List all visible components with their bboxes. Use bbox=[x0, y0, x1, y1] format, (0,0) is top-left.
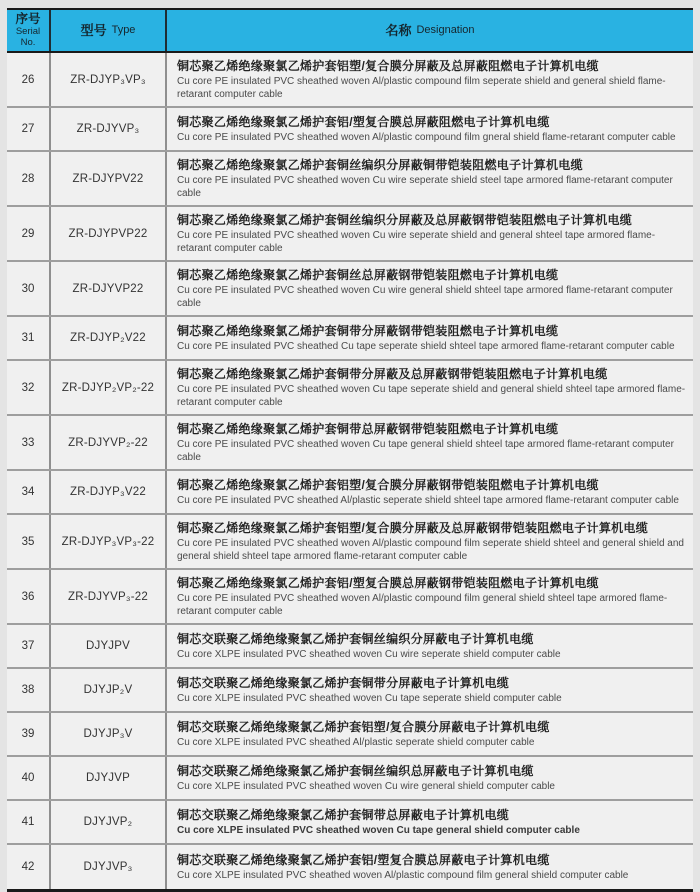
header-cell-serial bbox=[7, 10, 49, 51]
serial-cell: 26 bbox=[21, 73, 35, 86]
type-cell: ZR-DJYP₂V22 bbox=[49, 317, 165, 359]
serial-cell: 27 bbox=[21, 123, 35, 136]
serial-cell: 41 bbox=[21, 816, 35, 829]
designation-zh: 铜芯交联聚乙烯绝缘聚氯乙烯护套铜带总屏蔽电子计算机电缆 bbox=[177, 808, 510, 823]
table-row bbox=[7, 471, 693, 515]
type-cell: ZR-DJYVP₂-22 bbox=[49, 416, 165, 469]
header-serial-en2: No. bbox=[20, 37, 36, 49]
designation-cell bbox=[165, 207, 693, 260]
designation-en: Cu core XLPE insulated PVC sheathed Al/plastic seperate shield computer cable bbox=[177, 737, 535, 749]
designation-zh: 铜芯交联聚乙烯绝缘聚氯乙烯护套铝塑/复合膜分屏蔽电子计算机电缆 bbox=[177, 720, 550, 735]
serial-cell: 28 bbox=[21, 172, 35, 185]
designation-en: Cu core PE insulated PVC sheathed Cu tape seperate shield shteel tape armored flame-retarant computer cable bbox=[177, 341, 675, 353]
table-body bbox=[7, 53, 693, 889]
serial-cell: 40 bbox=[21, 772, 35, 785]
designation-zh: 铜芯聚乙烯绝缘聚氯乙烯护套铝塑/复合膜分屏蔽及总屏蔽阻燃电子计算机电缆 bbox=[177, 59, 599, 74]
table-row bbox=[7, 757, 693, 801]
designation-zh: 铜芯聚乙烯绝缘聚氯乙烯护套铝塑/复合膜分屏蔽钢带铠装阻燃电子计算机电缆 bbox=[177, 478, 599, 493]
table-row bbox=[7, 152, 693, 207]
designation-zh: 铜芯聚乙烯绝缘聚氯乙烯护套铜带总屏蔽钢带铠装阻燃电子计算机电缆 bbox=[177, 422, 559, 437]
table-row bbox=[7, 515, 693, 570]
serial-cell: 37 bbox=[21, 640, 35, 653]
designation-cell bbox=[165, 669, 693, 711]
designation-cell bbox=[165, 416, 693, 469]
type-cell: ZR-DJYP₂VP₂-22 bbox=[49, 361, 165, 414]
designation-en: Cu core PE insulated PVC sheathed woven Al/plastic compound film seperate shield shteel and general shield and general shield shteel tape armored flame-retarant computer cable bbox=[177, 538, 684, 563]
table-header bbox=[7, 8, 693, 53]
designation-zh: 铜芯聚乙烯绝缘聚氯乙烯护套铜丝编织分屏蔽铜带铠装阻燃电子计算机电缆 bbox=[177, 158, 583, 173]
designation-en: Cu core PE insulated PVC sheathed woven Cu tape general shield shteel tape armored flame-retarant computer cable bbox=[177, 439, 674, 464]
designation-zh: 铜芯交联聚乙烯绝缘聚氯乙烯护套铜丝编织分屏蔽电子计算机电缆 bbox=[177, 632, 534, 647]
designation-zh: 铜芯交联聚乙烯绝缘聚氯乙烯护套铜丝编织总屏蔽电子计算机电缆 bbox=[177, 764, 534, 779]
designation-cell bbox=[165, 845, 693, 889]
table-row bbox=[7, 416, 693, 471]
designation-en: Cu core PE insulated PVC sheathed woven Al/plastic compound film general shield shteel tape armored flame-retarant computer cable bbox=[177, 593, 668, 618]
designation-zh: 铜芯聚乙烯绝缘聚氯乙烯护套铜丝编织分屏蔽及总屏蔽钢带铠装阻燃电子计算机电缆 bbox=[177, 213, 633, 228]
designation-en: Cu core XLPE insulated PVC sheathed woven Cu wire general shield computer cable bbox=[177, 781, 555, 793]
table-row bbox=[7, 108, 693, 152]
serial-cell: 36 bbox=[21, 590, 35, 603]
designation-en: Cu core PE insulated PVC sheathed woven Cu wire seperate shield and general shteel tape armored flame-retarant computer cable bbox=[177, 230, 656, 255]
table-row bbox=[7, 625, 693, 669]
designation-cell bbox=[165, 262, 693, 315]
type-cell: ZR-DJYVP₃ bbox=[49, 108, 165, 150]
designation-en: Cu core PE insulated PVC sheathed woven Al/plastic compound film seperate shield and general shield flame-retarant computer cable bbox=[177, 76, 666, 101]
type-cell: DJYJVP bbox=[49, 757, 165, 799]
type-cell: DJYJVP₂ bbox=[49, 801, 165, 843]
designation-en: Cu core XLPE insulated PVC sheathed woven Cu tape general shield computer cable bbox=[177, 825, 580, 837]
designation-en: Cu core XLPE insulated PVC sheathed woven Cu wire seperate shield computer cable bbox=[177, 649, 561, 661]
designation-en: Cu core XLPE insulated PVC sheathed woven Al/plastic compound film general shield computer cable bbox=[177, 870, 629, 882]
serial-cell: 34 bbox=[21, 486, 35, 499]
header-type-zh: 型号 bbox=[80, 22, 107, 38]
designation-cell bbox=[165, 471, 693, 513]
type-cell: DJYJP₂V bbox=[49, 669, 165, 711]
type-cell: ZR-DJYP₃V22 bbox=[49, 471, 165, 513]
designation-zh: 铜芯聚乙烯绝缘聚氯乙烯护套铝/塑复合膜总屏蔽钢带铠装阻燃电子计算机电缆 bbox=[177, 576, 599, 591]
type-cell: ZR-DJYVP22 bbox=[49, 262, 165, 315]
designation-cell bbox=[165, 361, 693, 414]
designation-cell bbox=[165, 515, 693, 568]
serial-cell: 42 bbox=[21, 861, 35, 874]
header-type-en: Type bbox=[111, 23, 136, 36]
type-cell: ZR-DJYP₃VP₃-22 bbox=[49, 515, 165, 568]
type-cell: DJYJPV bbox=[49, 625, 165, 667]
designation-zh: 铜芯聚乙烯绝缘聚氯乙烯护套铜带分屏蔽及总屏蔽钢带铠装阻燃电子计算机电缆 bbox=[177, 367, 608, 382]
table-row bbox=[7, 361, 693, 416]
serial-cell: 33 bbox=[21, 436, 35, 449]
type-cell: DJYJP₃V bbox=[49, 713, 165, 755]
type-cell: ZR-DJYPV22 bbox=[49, 152, 165, 205]
serial-cell: 31 bbox=[21, 332, 35, 345]
type-cell: ZR-DJYVP₃-22 bbox=[49, 570, 165, 623]
designation-en: Cu core PE insulated PVC sheathed woven Cu wire general shield shteel tape armored flame-retarant computer cable bbox=[177, 285, 673, 310]
designation-cell bbox=[165, 317, 693, 359]
designation-cell bbox=[165, 108, 693, 150]
designation-zh: 铜芯交联聚乙烯绝缘聚氯乙烯护套铜带分屏蔽电子计算机电缆 bbox=[177, 676, 510, 691]
table-row bbox=[7, 669, 693, 713]
serial-cell: 32 bbox=[21, 381, 35, 394]
designation-en: Cu core PE insulated PVC sheathed woven Al/plastic compound film gneral shield flame-retarant computer cable bbox=[177, 132, 676, 144]
designation-cell bbox=[165, 757, 693, 799]
header-serial-en1: Serial bbox=[15, 26, 41, 38]
designation-cell bbox=[165, 801, 693, 843]
designation-en: Cu core PE insulated PVC sheathed woven Cu tape seperate shield and general shield shteel tape armored flame-retarant computer cable bbox=[177, 384, 686, 409]
serial-cell: 38 bbox=[21, 684, 35, 697]
designation-zh: 铜芯聚乙烯绝缘聚氯乙烯护套铜丝总屏蔽钢带铠装阻燃电子计算机电缆 bbox=[177, 268, 559, 283]
table-row bbox=[7, 53, 693, 108]
serial-cell: 30 bbox=[21, 282, 35, 295]
header-designation-en: Designation bbox=[416, 23, 475, 36]
designation-cell bbox=[165, 152, 693, 205]
table-row bbox=[7, 262, 693, 317]
header-cell-designation bbox=[165, 10, 693, 51]
header-cell-type bbox=[49, 10, 165, 51]
type-cell: ZR-DJYPVP22 bbox=[49, 207, 165, 260]
designation-zh: 铜芯聚乙烯绝缘聚氯乙烯护套铝/塑复合膜总屏蔽阻燃电子计算机电缆 bbox=[177, 115, 550, 130]
table-row bbox=[7, 845, 693, 889]
header-designation-zh: 名称 bbox=[385, 22, 412, 38]
designation-cell bbox=[165, 625, 693, 667]
type-cell: ZR-DJYP₃VP₃ bbox=[49, 53, 165, 106]
designation-cell bbox=[165, 53, 693, 106]
designation-zh: 铜芯聚乙烯绝缘聚氯乙烯护套铜带分屏蔽钢带铠装阻燃电子计算机电缆 bbox=[177, 324, 559, 339]
designation-cell bbox=[165, 713, 693, 755]
designation-en: Cu core PE insulated PVC sheathed woven Cu wire seperate shield steel tape armored flame-retarant computer cable bbox=[177, 175, 673, 200]
table-row bbox=[7, 317, 693, 361]
table-row bbox=[7, 713, 693, 757]
table-row bbox=[7, 801, 693, 845]
designation-zh: 铜芯交联聚乙烯绝缘聚氯乙烯护套铝/塑复合膜总屏蔽电子计算机电缆 bbox=[177, 853, 550, 868]
serial-cell: 39 bbox=[21, 728, 35, 741]
designation-cell bbox=[165, 570, 693, 623]
designation-zh: 铜芯聚乙烯绝缘聚氯乙烯护套铝塑/复合膜分屏蔽及总屏蔽钢带铠装阻燃电子计算机电缆 bbox=[177, 521, 649, 536]
header-serial-zh: 序号 bbox=[15, 12, 41, 26]
table-row bbox=[7, 207, 693, 262]
table-row bbox=[7, 570, 693, 625]
designation-en: Cu core PE insulated PVC sheathed Al/plastic seperate shield shteel tape armored flame-retarant computer cable bbox=[177, 495, 679, 507]
type-cell: DJYJVP₃ bbox=[49, 845, 165, 889]
designation-en: Cu core XLPE insulated PVC sheathed woven Cu tape seperate shield computer cable bbox=[177, 693, 562, 705]
cable-table bbox=[7, 8, 693, 892]
serial-cell: 35 bbox=[21, 535, 35, 548]
serial-cell: 29 bbox=[21, 227, 35, 240]
